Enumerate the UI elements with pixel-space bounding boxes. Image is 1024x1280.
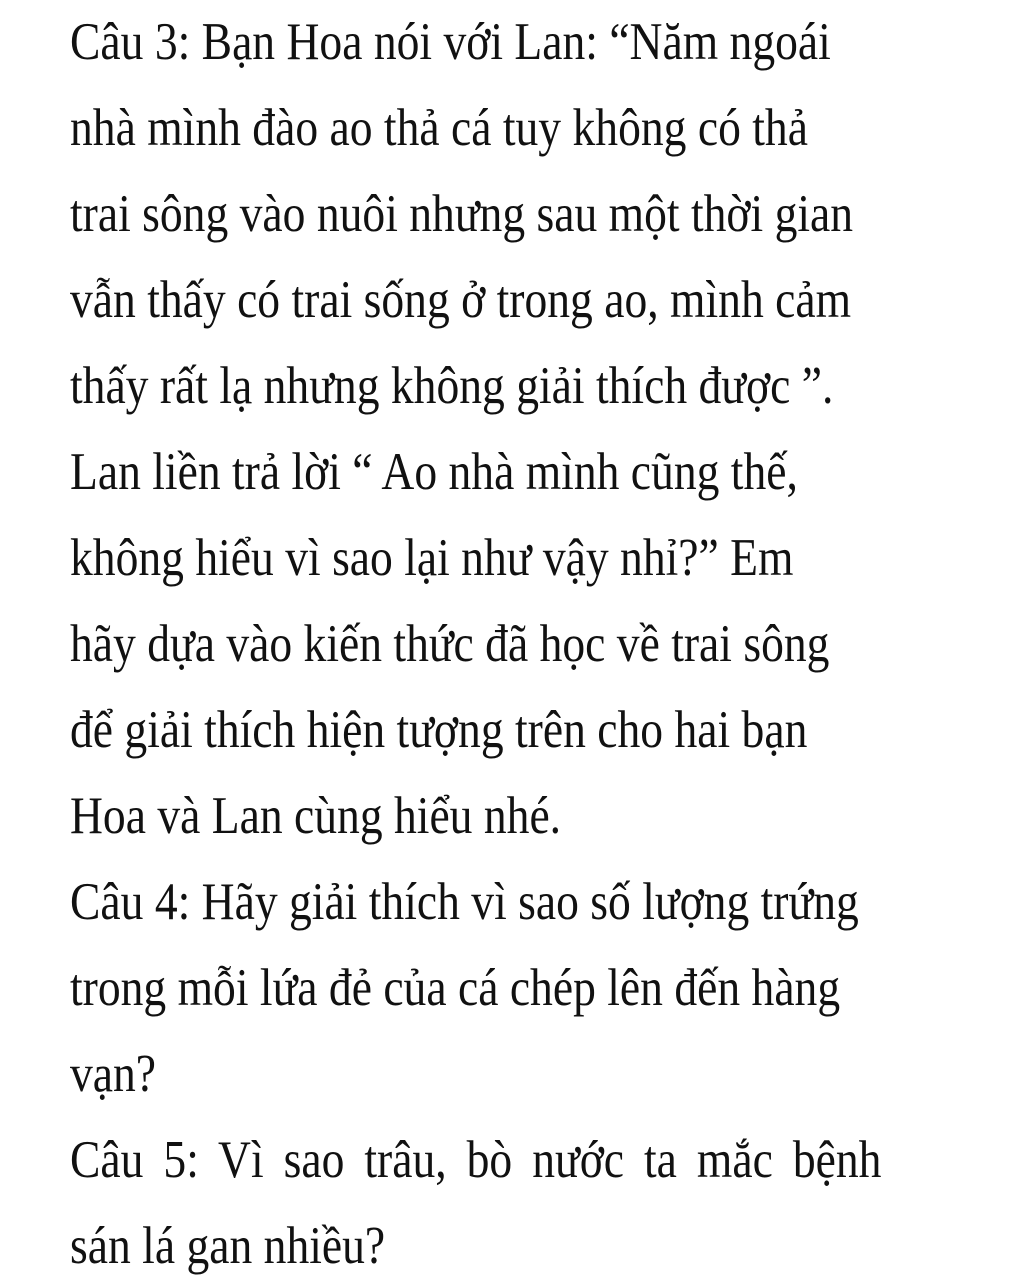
text-line: trai sông vào nuôi nhưng sau một thời gian (70, 185, 854, 243)
text-line: sán lá gan nhiều? (70, 1217, 386, 1275)
text-line: Câu 4: Hãy giải thích vì sao số lượng trứng (70, 873, 859, 931)
text-line: hãy dựa vào kiến thức đã học về trai sông (70, 615, 830, 673)
text-line: vẫn thấy có trai sống ở trong ao, mình cảm (70, 271, 852, 329)
text-line: thấy rất lạ nhưng không giải thích được ”. (70, 357, 834, 415)
text-line: vạn? (70, 1045, 157, 1103)
text-line: để giải thích hiện tượng trên cho hai bạn (70, 701, 808, 759)
text-line: Câu 5: Vì sao trâu, bò nước ta mắc bệnh (70, 1131, 882, 1189)
text-line: Câu 3: Bạn Hoa nói với Lan: “Năm ngoái (70, 13, 831, 71)
text-line: trong mỗi lứa đẻ của cá chép lên đến hàng (70, 959, 841, 1017)
text-line: nhà mình đào ao thả cá tuy không có thả (70, 99, 808, 157)
text-line: Lan liền trả lời “ Ao nhà mình cũng thế, (70, 443, 798, 501)
text-line: không hiểu vì sao lại như vậy nhỉ?” Em (70, 529, 794, 587)
text-line: Hoa và Lan cùng hiểu nhé. (70, 787, 562, 845)
